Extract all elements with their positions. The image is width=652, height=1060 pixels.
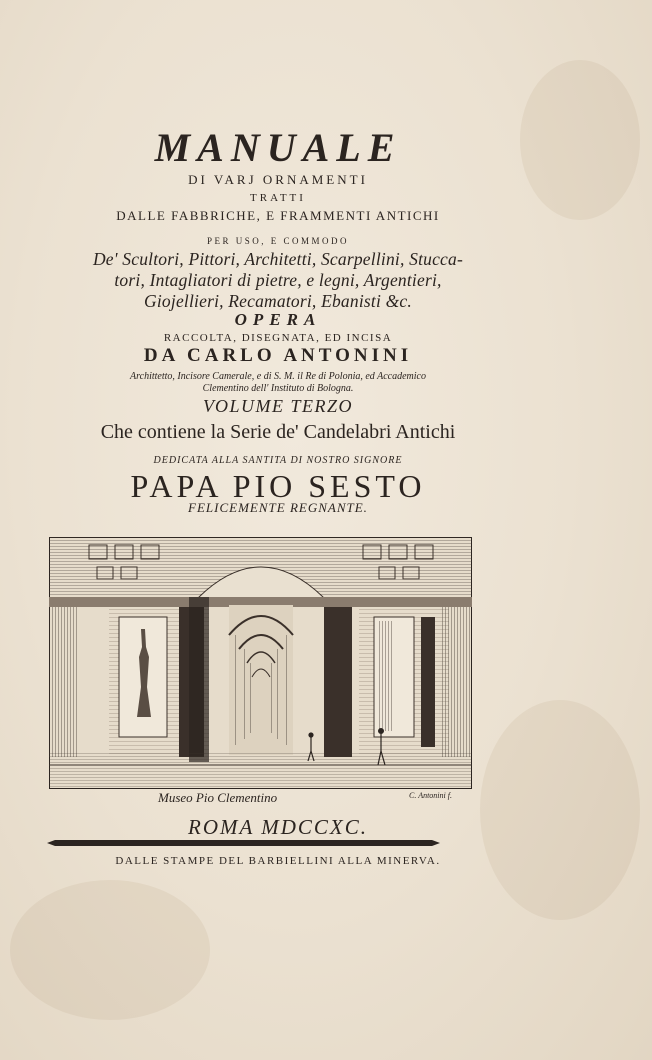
imprint-place-date: ROMA MDCCXC. — [188, 815, 368, 839]
engraving-caption: Museo Pio Clementino — [158, 790, 278, 805]
compiled-line: RACCOLTA, DISEGNATA, ED INCISA — [163, 332, 393, 344]
subtitle-line: DALLE FABBRICHE, E FRAMMENTI ANTICHI — [116, 208, 440, 223]
opera-heading: OPERA — [234, 310, 322, 329]
subtitle-line: PER USO, E COMMODO — [206, 236, 349, 246]
audience-line: Giojellieri, Recamatori, Ebanisti &c. — [144, 291, 412, 311]
divider-rule — [47, 840, 440, 846]
paper-stain — [10, 880, 210, 1020]
author-affiliation: Archittetto, Incisore Camerale, e di S. M. il Re di Polonia, ed Accademico — [130, 371, 426, 382]
author-affiliation: Clementino dell' Instituto di Bologna. — [202, 383, 354, 394]
audience-line: tori, Intagliatori di pietre, e legni, Argentieri, — [114, 270, 442, 290]
engraving-museum-gallery — [49, 537, 472, 789]
subtitle-line: TRATTI — [250, 192, 306, 204]
engraving-image — [49, 537, 472, 789]
book-title: MANUALE — [154, 125, 402, 170]
engraver-signature: C. Antonini f. — [409, 791, 452, 800]
dedicatee-name: PAPA PIO SESTO — [130, 468, 426, 504]
author-name: DA CARLO ANTONINI — [143, 345, 413, 366]
reigning-line: FELICEMENTE REGNANTE. — [188, 500, 368, 515]
printer-line: DALLE STAMPE DEL BARBIELLINI ALLA MINERVA. — [115, 855, 441, 867]
paper-stain — [480, 700, 640, 920]
volume-label: VOLUME TERZO — [203, 396, 353, 416]
dedication-line: DEDICATA ALLA SANTITA DI NOSTRO SIGNORE — [153, 455, 403, 466]
subtitle-line: DI VARJ ORNAMENTI — [188, 172, 368, 187]
audience-line: De' Scultori, Pittori, Architetti, Scarpellini, Stucca- — [92, 249, 464, 269]
contents-line: Che contiene la Serie de' Candelabri Antichi — [100, 421, 456, 443]
